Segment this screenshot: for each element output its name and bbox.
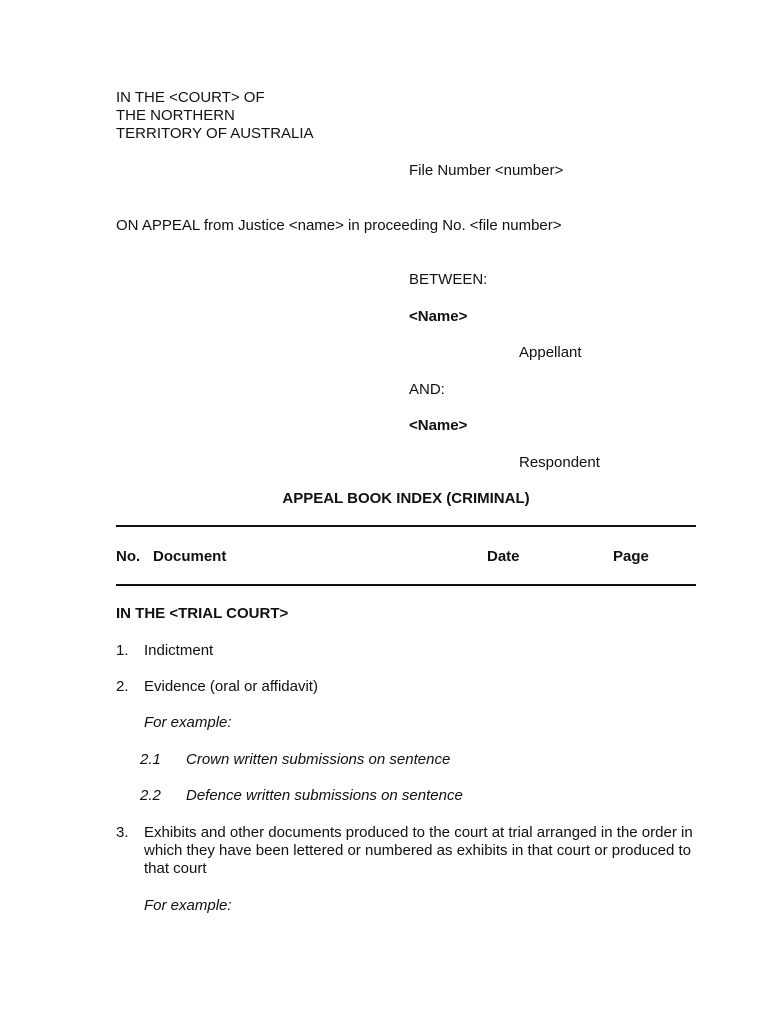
between-label: BETWEEN: xyxy=(409,271,488,288)
item-number: 1. xyxy=(116,642,129,659)
appeal-line: ON APPEAL from Justice <name> in proceeding No. <file number> xyxy=(116,217,562,234)
sub-item-number: 2.1 xyxy=(140,751,161,768)
item-number: 2. xyxy=(116,678,129,695)
example-label: For example: xyxy=(144,714,232,731)
example-label: For example: xyxy=(144,897,232,914)
index-title: APPEAL BOOK INDEX (CRIMINAL) xyxy=(282,490,530,507)
table-top-rule xyxy=(116,525,696,527)
header-date: Date xyxy=(487,548,520,565)
sub-item-number: 2.2 xyxy=(140,787,161,804)
item-text: Exhibits and other documents produced to the court at trial arranged in the order in which they have been lettered or numbered as exhibits in that court or produced to that court xyxy=(144,824,693,877)
table-header-bottom-rule xyxy=(116,584,696,586)
court-heading-line-2: THE NORTHERN xyxy=(116,107,235,124)
court-heading-line-3: TERRITORY OF AUSTRALIA xyxy=(116,125,314,142)
respondent-role: Respondent xyxy=(519,454,600,471)
header-document: Document xyxy=(153,548,227,565)
court-heading-line-1: IN THE <COURT> OF xyxy=(116,89,265,106)
appellant-role: Appellant xyxy=(519,344,582,361)
appellant-name: <Name> xyxy=(409,308,468,325)
header-no: No. xyxy=(116,548,141,565)
section-heading: IN THE <TRIAL COURT> xyxy=(116,605,289,622)
sub-item-text: Defence written submissions on sentence xyxy=(186,787,463,804)
header-page: Page xyxy=(613,548,649,565)
file-number: File Number <number> xyxy=(409,162,564,179)
sub-item-text: Crown written submissions on sentence xyxy=(186,751,451,768)
item-number: 3. xyxy=(116,824,129,841)
item-text: Evidence (oral or affidavit) xyxy=(144,678,318,695)
respondent-name: <Name> xyxy=(409,417,468,434)
and-label: AND: xyxy=(409,381,445,398)
item-text: Indictment xyxy=(144,642,214,659)
